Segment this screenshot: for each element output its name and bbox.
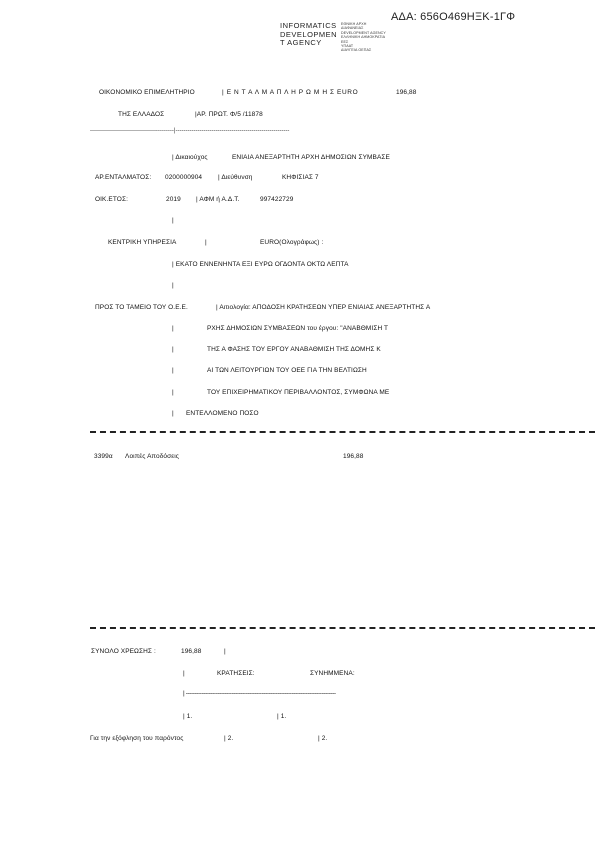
logo-line: DEVELOPMEN [280,29,338,39]
entalma-label: ΑΡ.ΕΝΤΑΛΜΑΤΟΣ: [95,174,152,181]
central-service: ΚΕΝΤΡΙΚΗ ΥΠΗΡΕΣΙΑ [108,239,177,246]
column-pipe: | [205,239,207,246]
entalma-number: 0200000904 [165,174,203,181]
fiscal-year-label: ΟΙΚ.ΕΤΟΣ: [95,196,128,203]
justification-line: ΕΝΤΕΛΛΟΜΕΝΟ ΠΟΣΟ [186,410,259,417]
logo-small-line: ΥΠΑΑΤ [341,44,354,49]
logo-small-line: DEVELOPMENT AGENCY [341,30,386,35]
column-pipe: | [172,389,174,396]
justification-line: ΤΗΣ Α ΦΑΣΗΣ ΤΟΥ ΕΡΓΟΥ ΑΝΑΒΑΘΜΙΣΗ ΤΗΣ ΔΟΜΗΣ Κ [207,346,381,353]
line-item-amount: 196,88 [343,453,364,460]
payee-label: ΠΡΟΣ ΤΟ ΤΑΜΕΙΟ ΤΟΥ Ο.Ε.Ε. [95,304,188,311]
column-pipe: | [172,217,174,224]
column-pipe: | [172,346,174,353]
sub-divider: | ------------------------------------------------------------------------------------- [183,690,336,697]
ada-code: ΑΔΑ: 656Ο469ΗΞΚ-1ΓΦ [391,11,516,23]
service-name: ΟΙΚΟΝΟΜΙΚΟ ΕΠΙΜΕΛΗΤΗΡΙΟ [99,89,195,96]
justification-line: ΤΟΥ ΕΠΙΧΕΙΡΗΜΑΤΙΚΟΥ ΠΕΡΙΒΑΛΛΟΝΤΟΣ, ΣΥΜΦΩΝΑ ΜΕ [207,389,390,396]
justification-line: ΑΙ ΤΩΝ ΛΕΙΤΟΥΡΓΙΩΝ ΤΟΥ ΟΕΕ ΓΙΑ ΤΗΝ ΒΕΛΤΙΩΣΗ [207,367,367,374]
logo-line: INFORMATICS [280,21,337,30]
beneficiary-value: ΕΝΙΑΙΑ ΑΝΕΞΑΡΤΗΤΗ ΑΡΧΗ ΔΗΜΟΣΙΩΝ ΣΥΜΒΑΣΕ [232,154,390,161]
deduction-row-1: | 1. [183,713,193,720]
column-pipe: | [172,325,174,332]
section-rule [90,431,595,433]
logo-line: T AGENCY [280,38,322,48]
logo-small-line: ΕΛΛΗΝΙΚΗ ΔΗΜΟΚΡΑΤΙΑ [341,35,386,40]
protocol-number: |ΑΡ. ΠΡΩΤ. Φ/5 /11878 [195,111,263,118]
service-name-2: ΤΗΣ ΕΛΛΑΔΟΣ [118,111,165,118]
logo [280,22,337,48]
justification-line: | Αιτιολογία: ΑΠΟΔΟΣΗ ΚΡΑΤΗΣΕΩΝ ΥΠΕΡ ΕΝΙΑΙΑΣ ΑΝΕΞΑΡΤΗΤΗΣ Α [216,304,431,311]
column-pipe: | [172,410,174,417]
afm-label: | ΑΦΜ ή Α.Δ.Τ. [196,196,240,203]
line-item-code: 3399α [94,453,113,460]
logo-small-line: ΔΙΑΥΓΕΙΑ ΟΕΠΑΣ [341,48,372,53]
total-charge-amount: 196,88 [181,648,202,655]
amount-in-words: | ΕΚΑΤΟ ΕΝΝΕΝΗΝΤΑ ΕΞΙ ΕΥΡΩ ΟΓΔΟΝΤΑ ΟΚΤΩ ΛΕΠΤΑ [172,261,349,268]
logo-small-line: ΕΕΣ [341,39,349,44]
beneficiary-label: | Δικαιούχος [172,154,208,161]
document-title: | Ε Ν Τ Α Λ Μ Α Π Λ Η Ρ Ω Μ Η Σ EURO [222,89,359,96]
logo-small-text [341,22,386,53]
title-amount: 196,88 [396,89,417,96]
line-item-description: Λοιπές Αποδόσεις [125,453,180,460]
execution-note: Για την εξόφληση του παρόντος [90,735,184,742]
attachment-row-1: | 1. [277,713,287,720]
section-rule [90,627,595,629]
attachments-label: ΣΥΝΗΜΜΕΝΑ: [310,670,355,677]
column-pipe: | [172,282,174,289]
fiscal-year-value: 2019 [166,196,181,203]
justification-line: ΡΧΗΣ ΔΗΜΟΣΙΩΝ ΣΥΜΒΑΣΕΩΝ του έργου: "ΑΝΑΒΘΜΙΣΗ Τ [207,325,389,332]
column-pipe: | [224,648,226,655]
attachment-row-2: | 2. [318,735,328,742]
deductions-label: ΚΡΑΤΗΣΕΙΣ: [217,670,255,677]
header-divider: ------------------------------------------|--------------------------------------------------------- [90,128,290,134]
logo-small-line: ΕΘΝΙΚΗ ΑΡΧΗ [341,22,367,26]
column-pipe: | [183,670,185,677]
address-label: | Διεύθυνση [218,174,253,181]
address-value: ΚΗΦΙΣΙΑΣ 7 [282,174,319,181]
afm-value: 997422729 [260,196,294,203]
amount-words-label: EURO(Ολογράφως) : [260,239,324,246]
logo-small-line: ΔΙΑΦΑΝΕΙΑΣ [341,26,364,31]
column-pipe: | [172,367,174,374]
total-charge-label: ΣΥΝΟΛΟ ΧΡΕΩΣΗΣ : [91,648,156,655]
deduction-row-2: | 2. [224,735,234,742]
